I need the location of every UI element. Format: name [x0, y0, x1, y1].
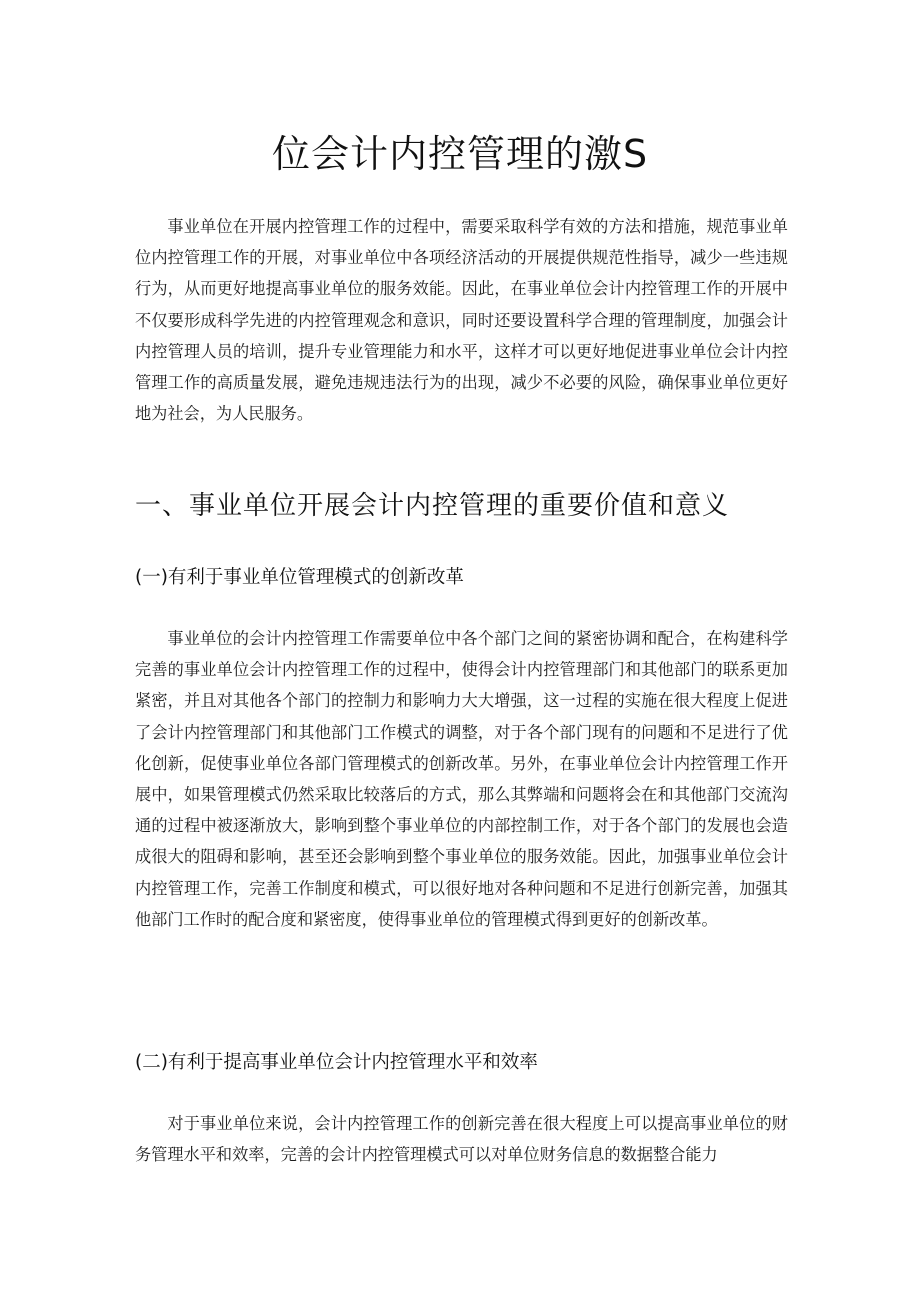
section-heading: 一、事业单位开展会计内控管理的重要价值和意义	[135, 491, 730, 521]
intro-paragraph: 事业单位在开展内控管理工作的过程中，需要采取科学有效的方法和措施，规范事业单位内控管理工作的开展，对事业单位中各项经济活动的开展提供规范性指导，减少一些违规行为，从而更好地提高事业单位的服务效能。因此，在事业单位会计内控管理工作的开展中不仅要形成科学先进的内控管理观念和意识，同时还要设置科学合理的管理制度，加强会计内控管理人员的培训，提升专业管理能力和水平，这样才可以更好地促进事业单位会计内控管理工作的高质量发展，避免违规违法行为的出现，减少不必要的风险，确保事业单位更好地为社会，为人民服务。	[135, 217, 788, 424]
subsection-1-paragraph: 事业单位的会计内控管理工作需要单位中各个部门之间的紧密协调和配合，在构建科学完善的事业单位会计内控管理工作的过程中，使得会计内控管理部门和其他部门的联系更加紧密，并且对其他各个部门的控制力和影响力大大增强，这一过程的实施在很大程度上促进了会计内控管理部门和其他部门工作模式的调整，对于各个部门现有的问题和不足进行了优化创新，促使事业单位各部门管理模式的创新改革。另外，在事业单位会计内控管理工作开展中，如果管理模式仍然采取比较落后的方式，那么其弊端和问题将会在和其他部门交流沟通的过程中被逐渐放大，影响到整个事业单位的内部控制工作，对于各个部门的发展也会造成很大的阻碍和影响，甚至还会影响到整个事业单位的服务效能。因此，加强事业单位会计内控管理工作，完善工作制度和模式，可以很好地对各种问题和不足进行创新完善，加强其他部门工作时的配合度和紧密度，使得事业单位的管理模式得到更好的创新改革。	[135, 629, 788, 929]
subsection-2-paragraph: 对于事业单位来说，会计内控管理工作的创新完善在很大程度上可以提高事业单位的财务管理水平和效率，完善的会计内控管理模式可以对单位财务信息的数据整合能力	[135, 1114, 788, 1165]
document-title: 位会计内控管理的激S	[271, 132, 649, 176]
subsection-heading-1: (一)有利于事业单位管理模式的创新改革	[135, 567, 464, 588]
subsection-heading-2: (二)有利于提高事业单位会计内控管理水平和效率	[135, 1052, 538, 1073]
